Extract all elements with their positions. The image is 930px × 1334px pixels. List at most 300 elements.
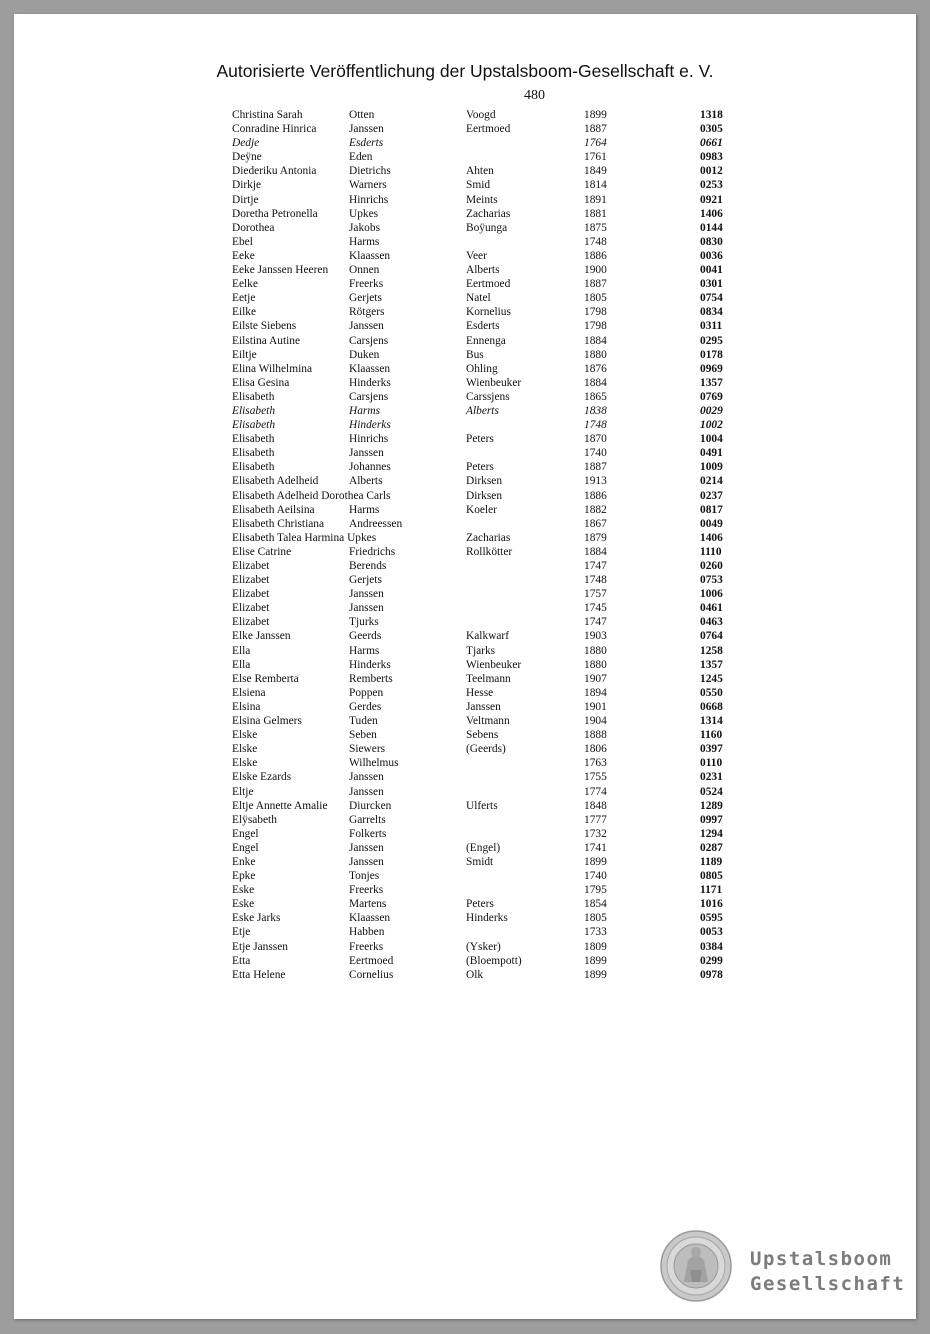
family-name-cell: Harms (349, 235, 380, 248)
register-number-cell: 0834 (700, 306, 723, 319)
year-cell: 1798 (584, 320, 607, 333)
spouse-name-cell: Ennenga (466, 334, 506, 347)
year-cell: 1900 (584, 264, 607, 277)
family-name-cell: Janssen (349, 588, 384, 601)
page-header: Autorisierte Veröffentlichung der Upstalsboom-Gesellschaft e. V. (216, 61, 714, 81)
family-name-cell: Gerdes (349, 700, 382, 713)
table-row (14, 615, 916, 629)
register-number-cell: 0969 (700, 362, 723, 375)
register-number-cell: 0978 (700, 968, 723, 981)
register-number-cell: 0764 (700, 630, 723, 643)
year-cell: 1748 (584, 419, 607, 432)
table-row (14, 897, 916, 911)
year-cell: 1881 (584, 207, 607, 220)
first-name-cell: Etje Janssen (232, 940, 288, 953)
register-number-cell: 0817 (700, 503, 723, 516)
table-row (14, 785, 916, 799)
first-name-cell: Elÿsabeth (232, 813, 277, 826)
register-number-cell: 1357 (700, 376, 723, 389)
register-number-cell: 0668 (700, 700, 723, 713)
first-name-cell: Ella (232, 658, 251, 671)
table-row (14, 418, 916, 432)
family-name-cell: Klaassen (349, 249, 391, 262)
first-name-cell: Elisabeth (232, 419, 276, 432)
year-cell: 1891 (584, 193, 607, 206)
register-number-cell: 0041 (700, 264, 723, 277)
family-name-cell: Klaassen (349, 362, 391, 375)
first-name-cell: Elisa Gesina (232, 376, 290, 389)
register-number-cell: 1406 (700, 207, 723, 220)
table-row (14, 122, 916, 136)
first-name-cell: Dorothea (232, 221, 275, 234)
first-name-cell: Etta (232, 954, 251, 967)
register-number-cell: 0287 (700, 841, 723, 854)
table-row (14, 869, 916, 883)
spouse-name-cell: Tjarks (466, 644, 496, 657)
first-name-cell: Elisabeth Adelheid (232, 475, 319, 488)
spouse-name-cell: Bus (466, 348, 484, 361)
first-name-cell: Eilke (232, 306, 257, 319)
spouse-name-cell: Peters (466, 461, 494, 474)
register-number-cell: 1294 (700, 827, 723, 840)
register-number-cell: 0178 (700, 348, 723, 361)
year-cell: 1880 (584, 644, 607, 657)
family-name-cell: Garrelts (349, 813, 386, 826)
register-number-cell: 1009 (700, 461, 723, 474)
year-cell: 1887 (584, 461, 607, 474)
register-number-cell: 1004 (700, 433, 723, 446)
family-name-cell: Upkes (349, 207, 379, 220)
year-cell: 1882 (584, 503, 607, 516)
year-cell: 1806 (584, 743, 607, 756)
spouse-name-cell: Janssen (466, 700, 501, 713)
first-name-cell: Eltje Annette Amalie (232, 799, 328, 812)
year-cell: 1814 (584, 179, 607, 192)
spouse-name-cell: Meints (466, 193, 498, 206)
year-cell: 1795 (584, 884, 607, 897)
family-name-cell: Alberts (349, 475, 383, 488)
year-cell: 1884 (584, 334, 607, 347)
table-row (14, 742, 916, 756)
first-name-cell: Elizabet (232, 588, 270, 601)
first-name-cell: Elske Ezards (232, 771, 292, 784)
first-name-cell: Dirtje (232, 193, 259, 206)
year-cell: 1747 (584, 616, 607, 629)
table-row (14, 221, 916, 235)
year-cell: 1886 (584, 489, 607, 502)
table-row (14, 376, 916, 390)
spouse-name-cell: Ohling (466, 362, 498, 375)
year-cell: 1880 (584, 658, 607, 671)
family-name-cell: Janssen (349, 841, 384, 854)
spouse-name-cell: Alberts (466, 264, 500, 277)
register-number-cell: 0214 (700, 475, 723, 488)
spouse-name-cell: Wienbeuker (466, 658, 522, 671)
year-cell: 1757 (584, 588, 607, 601)
spouse-name-cell: Boÿunga (466, 221, 508, 234)
spouse-name-cell: Smid (466, 179, 491, 192)
year-cell: 1733 (584, 926, 607, 939)
family-name-cell: Hinderks (349, 419, 391, 432)
spouse-name-cell: Eertmoed (466, 123, 511, 136)
register-number-cell: 0997 (700, 813, 723, 826)
spouse-name-cell: Kornelius (466, 306, 511, 319)
spouse-name-cell: Natel (466, 292, 491, 305)
table-row (14, 629, 916, 643)
first-name-cell: Elske (232, 729, 258, 742)
table-row (14, 249, 916, 263)
register-number-cell: 0524 (700, 785, 723, 798)
table-row (14, 235, 916, 249)
register-number-cell: 1245 (700, 672, 723, 685)
family-name-cell: Freerks (349, 278, 384, 291)
family-name-cell: Poppen (349, 686, 384, 699)
first-name-cell: Eelke (232, 278, 258, 291)
register-number-cell: 0301 (700, 278, 723, 291)
table-row (14, 390, 916, 404)
year-cell: 1894 (584, 686, 607, 699)
spouse-name-cell: Teelmann (466, 672, 511, 685)
register-number-cell: 0921 (700, 193, 723, 206)
year-cell: 1854 (584, 898, 607, 911)
register-number-cell: 0661 (700, 137, 723, 150)
year-cell: 1732 (584, 827, 607, 840)
family-name-cell: Jakobs (349, 221, 381, 234)
first-name-cell: Ebel (232, 235, 253, 248)
family-name-cell: Warners (349, 179, 387, 192)
register-number-cell: 0397 (700, 743, 723, 756)
family-name-cell: Tonjes (349, 870, 380, 883)
register-number-cell: 1258 (700, 644, 723, 657)
year-cell: 1899 (584, 968, 607, 981)
table-row (14, 460, 916, 474)
register-number-cell: 0295 (700, 334, 723, 347)
year-cell: 1755 (584, 771, 607, 784)
register-number-cell: 0144 (700, 221, 723, 234)
first-name-cell: Eilste Siebens (232, 320, 297, 333)
table-row (14, 545, 916, 559)
year-cell: 1763 (584, 757, 607, 770)
document-page (14, 14, 916, 1319)
table-row (14, 362, 916, 376)
first-name-cell: Elise Catrine (232, 545, 292, 558)
spouse-name-cell: (Bloempott) (466, 954, 522, 967)
register-list (14, 108, 916, 982)
first-name-cell: Elske (232, 757, 258, 770)
table-row (14, 291, 916, 305)
table-row (14, 446, 916, 460)
year-cell: 1805 (584, 292, 607, 305)
table-row (14, 207, 916, 221)
first-name-cell: Elizabet (232, 574, 270, 587)
table-row (14, 334, 916, 348)
table-row (14, 714, 916, 728)
year-cell: 1899 (584, 855, 607, 868)
first-name-cell: Elske (232, 743, 258, 756)
table-row (14, 517, 916, 531)
table-row (14, 587, 916, 601)
register-number-cell: 0237 (700, 489, 723, 502)
spouse-name-cell: Zacharias (466, 531, 511, 544)
first-name-cell: Eeke Janssen Heeren (232, 264, 329, 277)
year-cell: 1880 (584, 348, 607, 361)
first-name-cell: Eske (232, 898, 255, 911)
family-name-cell: Folkerts (349, 827, 387, 840)
year-cell: 1798 (584, 306, 607, 319)
first-name-cell: Eilstina Autine (232, 334, 301, 347)
family-name-cell: Hinrichs (349, 433, 389, 446)
family-name-cell: Carsjens (349, 390, 389, 403)
family-name-cell: Johannes (349, 461, 391, 474)
table-row (14, 531, 916, 545)
register-number-cell: 0595 (700, 912, 723, 925)
spouse-name-cell: (Geerds) (466, 743, 506, 756)
table-row (14, 686, 916, 700)
first-name-cell: Elisabeth Christiana (232, 517, 325, 530)
spouse-name-cell: Sebens (466, 729, 499, 742)
logo-line-1: Upstalsboom (750, 1248, 893, 1270)
year-cell: 1884 (584, 545, 607, 558)
year-cell: 1886 (584, 249, 607, 262)
spouse-name-cell: (Engel) (466, 841, 501, 854)
family-name-cell: Janssen (349, 785, 384, 798)
family-name-cell: Andreessen (349, 517, 403, 530)
spouse-name-cell: Peters (466, 898, 494, 911)
year-cell: 1740 (584, 447, 607, 460)
family-name-cell: Janssen (349, 320, 384, 333)
year-cell: 1884 (584, 376, 607, 389)
register-number-cell: 1189 (700, 855, 723, 868)
spouse-name-cell: Zacharias (466, 207, 511, 220)
register-number-cell: 0299 (700, 954, 723, 967)
first-name-cell: Elisabeth (232, 404, 276, 417)
first-name-cell: Elisabeth Talea Harmina Upkes (232, 531, 377, 544)
first-name-cell: Dirkje (232, 179, 262, 192)
family-name-cell: Siewers (349, 743, 386, 756)
spouse-name-cell: Wienbeuker (466, 376, 522, 389)
table-row (14, 601, 916, 615)
first-name-cell: Epke (232, 870, 256, 883)
register-number-cell: 0036 (700, 249, 723, 262)
family-name-cell: Hinrichs (349, 193, 389, 206)
table-row (14, 855, 916, 869)
spouse-name-cell: Smidt (466, 855, 494, 868)
table-row (14, 108, 916, 122)
family-name-cell: Gerjets (349, 292, 382, 305)
first-name-cell: Dedje (232, 137, 260, 150)
first-name-cell: Etta Helene (232, 968, 286, 981)
family-name-cell: Carsjens (349, 334, 389, 347)
first-name-cell: Conradine Hinrica (232, 123, 317, 136)
spouse-name-cell: Veltmann (466, 715, 510, 728)
table-row (14, 474, 916, 488)
family-name-cell: Friedrichs (349, 545, 396, 558)
register-number-cell: 0260 (700, 560, 723, 572)
table-row (14, 263, 916, 277)
table-row (14, 319, 916, 333)
register-number-cell: 0253 (700, 179, 723, 192)
first-name-cell: Eeke (232, 249, 255, 262)
register-number-cell: 0983 (700, 151, 723, 164)
year-cell: 1848 (584, 799, 607, 812)
register-number-cell: 1171 (700, 884, 723, 897)
first-name-cell: Elisabeth (232, 461, 275, 474)
register-number-cell: 0231 (700, 771, 723, 784)
spouse-name-cell: Ahten (466, 165, 494, 178)
year-cell: 1747 (584, 560, 607, 572)
register-number-cell: 0029 (700, 404, 723, 417)
family-name-cell: Otten (349, 109, 375, 121)
year-cell: 1745 (584, 602, 607, 615)
register-number-cell: 0769 (700, 390, 723, 403)
family-name-cell: Tjurks (349, 616, 379, 629)
table-row (14, 728, 916, 742)
upstalsboom-seal-icon (660, 1230, 732, 1302)
year-cell: 1904 (584, 715, 607, 728)
spouse-name-cell: Voogd (466, 109, 496, 121)
register-number-cell: 0754 (700, 292, 723, 305)
family-name-cell: Diurcken (349, 799, 392, 812)
first-name-cell: Elina Wilhelmina (232, 362, 312, 375)
table-row (14, 756, 916, 770)
first-name-cell: Elizabet (232, 616, 270, 629)
family-name-cell: Wilhelmus (349, 757, 399, 770)
table-row (14, 672, 916, 686)
year-cell: 1870 (584, 433, 607, 446)
table-row (14, 489, 916, 503)
family-name-cell: Janssen (349, 602, 384, 615)
spouse-name-cell: Hesse (466, 686, 494, 699)
first-name-cell: Engel (232, 841, 259, 854)
year-cell: 1764 (584, 137, 607, 150)
year-cell: 1876 (584, 362, 607, 375)
spouse-name-cell: Dirksen (466, 489, 503, 502)
family-name-cell: Klaassen (349, 912, 391, 925)
table-row (14, 348, 916, 362)
table-row (14, 883, 916, 897)
table-row (14, 305, 916, 319)
spouse-name-cell: Esderts (466, 320, 500, 333)
year-cell: 1838 (584, 404, 607, 417)
first-name-cell: Diederiku Antonia (232, 165, 317, 178)
table-row (14, 150, 916, 164)
family-name-cell: Berends (349, 560, 387, 572)
first-name-cell: Christina Sarah (232, 109, 303, 121)
register-number-cell: 1357 (700, 658, 723, 671)
register-number-cell: 1314 (700, 715, 723, 728)
register-number-cell: 0110 (700, 757, 723, 770)
spouse-name-cell: Eertmoed (466, 278, 511, 291)
register-number-cell: 0053 (700, 926, 723, 939)
table-row (14, 700, 916, 714)
register-number-cell: 0311 (700, 320, 723, 333)
year-cell: 1888 (584, 729, 607, 742)
spouse-name-cell: Ulferts (466, 799, 498, 812)
family-name-cell: Habben (349, 926, 385, 939)
year-cell: 1774 (584, 785, 607, 798)
year-cell: 1903 (584, 630, 607, 643)
year-cell: 1887 (584, 278, 607, 291)
family-name-cell: Freerks (349, 940, 384, 953)
spouse-name-cell: Peters (466, 433, 494, 446)
family-name-cell: Eertmoed (349, 954, 394, 967)
year-cell: 1875 (584, 221, 607, 234)
year-cell: 1901 (584, 700, 607, 713)
family-name-cell: Janssen (349, 447, 384, 460)
register-number-cell: 0049 (700, 517, 723, 530)
year-cell: 1887 (584, 123, 607, 136)
register-number-cell: 0305 (700, 123, 723, 136)
table-row (14, 644, 916, 658)
family-name-cell: Harms (349, 503, 380, 516)
logo-wordmark (750, 1247, 905, 1297)
table-row (14, 813, 916, 827)
first-name-cell: Ella (232, 644, 251, 657)
register-number-cell: 0830 (700, 235, 723, 248)
year-cell: 1867 (584, 517, 607, 530)
family-name-cell: Remberts (349, 672, 393, 685)
first-name-cell: Elisabeth Aeilsina (232, 503, 315, 516)
family-name-cell: Martens (349, 898, 387, 911)
first-name-cell: Eiltje (232, 348, 257, 361)
register-number-cell: 0805 (700, 870, 723, 883)
year-cell: 1907 (584, 672, 607, 685)
table-row (14, 559, 916, 573)
register-number-cell: 0384 (700, 940, 723, 953)
family-name-cell: Harms (349, 644, 380, 657)
table-row (14, 573, 916, 587)
family-name-cell: Onnen (349, 264, 380, 277)
first-name-cell: Eske Jarks (232, 912, 281, 925)
spouse-name-cell: Alberts (466, 404, 499, 417)
register-number-cell: 0012 (700, 165, 723, 178)
table-row (14, 827, 916, 841)
register-number-cell: 0463 (700, 616, 723, 629)
table-row (14, 658, 916, 672)
first-name-cell: Eltje (232, 785, 254, 798)
register-number-cell: 1016 (700, 898, 723, 911)
first-name-cell: Elizabet (232, 560, 270, 572)
table-row (14, 404, 916, 418)
table-row (14, 911, 916, 925)
first-name-cell: Elsina Gelmers (232, 715, 302, 728)
table-row (14, 954, 916, 968)
first-name-cell: Elisabeth (232, 433, 275, 446)
year-cell: 1761 (584, 151, 607, 164)
first-name-cell: Elsina (232, 700, 261, 713)
year-cell: 1809 (584, 940, 607, 953)
family-name-cell: Janssen (349, 771, 384, 784)
family-name-cell: Janssen (349, 123, 384, 136)
table-row (14, 940, 916, 954)
register-number-cell: 1160 (700, 729, 723, 742)
table-row (14, 925, 916, 939)
table-row (14, 841, 916, 855)
first-name-cell: Deÿne (232, 151, 262, 164)
first-name-cell: Elsiena (232, 686, 266, 699)
family-name-cell: Harms (349, 404, 381, 417)
year-cell: 1913 (584, 475, 607, 488)
first-name-cell: Else Remberta (232, 672, 299, 685)
table-row (14, 164, 916, 178)
spouse-name-cell: Carssjens (466, 390, 510, 403)
table-row (14, 432, 916, 446)
spouse-name-cell: Kalkwarf (466, 630, 510, 643)
family-name-cell: Eden (349, 151, 373, 164)
year-cell: 1879 (584, 531, 607, 544)
first-name-cell: Enke (232, 855, 256, 868)
family-name-cell: Hinderks (349, 658, 391, 671)
